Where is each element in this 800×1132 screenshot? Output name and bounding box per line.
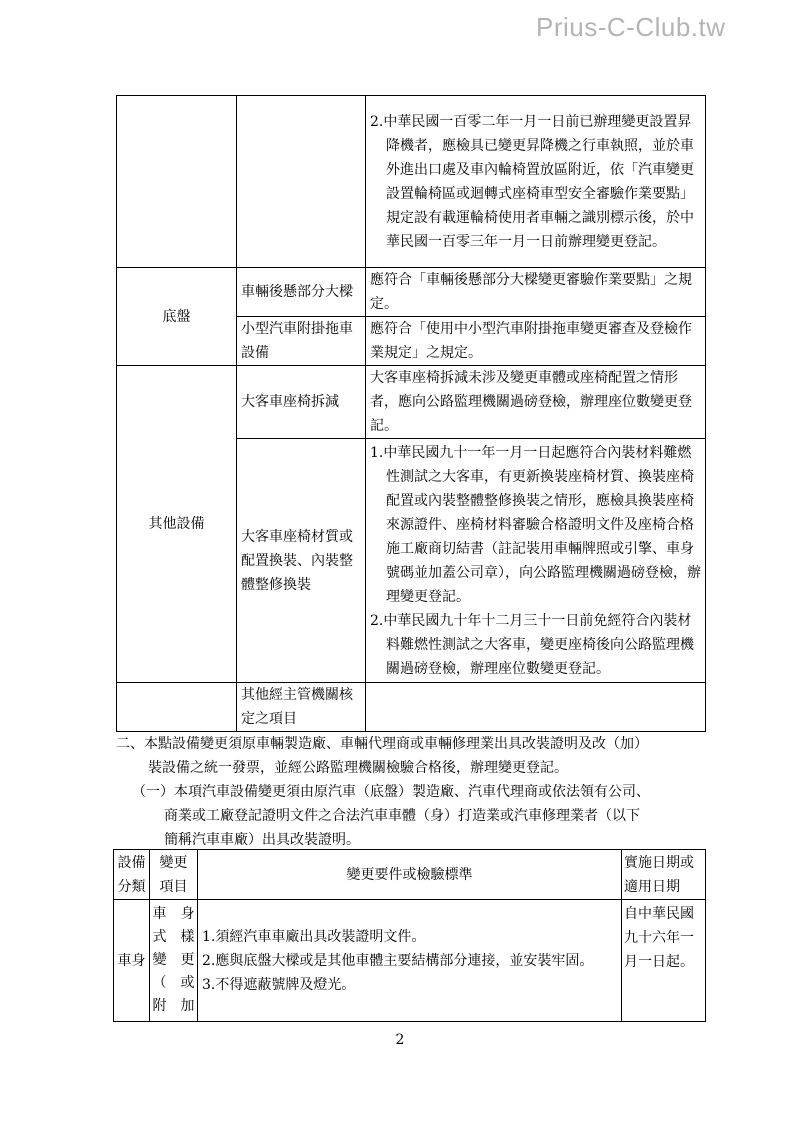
date-cell: 自中華民國九十六年一月一日起。 xyxy=(622,900,706,1022)
requirement-cell xyxy=(366,96,706,268)
header-date xyxy=(622,850,706,900)
requirement-item: 3.不得遮蔽號牌及燈光。 xyxy=(202,976,356,993)
table-row xyxy=(117,96,706,268)
item-cell: 其他經主管機關核定之項目 xyxy=(237,683,366,732)
requirement-cell xyxy=(366,439,706,683)
regulation-table-continued xyxy=(116,95,706,732)
category-cell: 車身 xyxy=(114,900,150,1022)
item-cell: 車輛後懸部分大樑 xyxy=(237,268,366,317)
item-cell xyxy=(150,900,198,1022)
header-item xyxy=(150,850,198,900)
header-category xyxy=(114,850,150,900)
item-line: 變 更 xyxy=(152,952,195,968)
table-row xyxy=(114,900,706,1022)
item-line: 附 加 xyxy=(152,998,195,1014)
header-text: 設備 xyxy=(117,854,146,871)
item-cell: 大客車座椅拆減 xyxy=(237,366,366,439)
item-line: 車 身 xyxy=(152,906,195,922)
requirement-cell: 大客車座椅拆減未涉及變更車體或座椅配置之情形者，應向公路監理機關過磅登檢，辦理座位數變更登記。 xyxy=(366,366,706,439)
table-header-row xyxy=(114,850,706,900)
item-cell: 小型汽車附掛拖車設備 xyxy=(237,317,366,366)
page-number: 2 xyxy=(395,1032,405,1048)
requirement-cell: 應符合「車輛後懸部分大樑變更審驗作業要點」之規定。 xyxy=(366,268,706,317)
header-text: 實施日期或 xyxy=(624,854,694,871)
table-row xyxy=(117,683,706,732)
header-text: 適用日期 xyxy=(624,878,680,895)
table-row xyxy=(117,268,706,317)
requirement-item: 2.中華民國九十年十二月三十一日前免經符合內裝材料難燃性測試之大客車，變更座椅後向公路監理機關過磅登檢，辦理座位數變更登記。 xyxy=(370,612,694,677)
header-requirement: 變更要件或檢驗標準 xyxy=(198,850,622,900)
category-cell-empty xyxy=(117,683,237,732)
category-cell-other: 其他設備 xyxy=(117,366,237,683)
requirement-item: 1.中華民國九十一年一月一日起應符合內裝材料難燃性測試之大客車，有更新換裝座椅材質、換裝座椅配置或內裝整體整修換裝之情形，應檢具換裝座椅來源證件、座椅材料審驗合格證明文件及座椅合格施工廠商切結書（註記裝用車輛牌照或引擎、車身號碼並加蓋公司章），向公路監理機關過磅登檢，辦理變更登記。 xyxy=(370,444,701,605)
header-text: 分類 xyxy=(117,878,146,895)
category-cell-chassis: 底盤 xyxy=(117,268,237,366)
requirement-item: 2.應與底盤大樑或是其他車體主要結構部分連接，並安裝牢固。 xyxy=(202,952,594,969)
requirement-cell-empty xyxy=(366,683,706,732)
table-row xyxy=(117,366,706,439)
watermark-text: Prius-C-Club.tw xyxy=(536,12,726,42)
header-text: 變更 xyxy=(159,854,188,871)
requirement-item: 1.須經汽車車廠出具改裝證明文件。 xyxy=(202,928,426,945)
paragraph-line: 二、本點設備變更須原車輛製造廠、車輛代理商或車輛修理業出具改裝證明及改（加） xyxy=(116,736,648,752)
item-line: （ 或 xyxy=(152,975,195,991)
requirement-cell: 應符合「使用中小型汽車附掛拖車變更審查及登檢作業規定」之規定。 xyxy=(366,317,706,366)
paragraph-line: 商業或工廠登記證明文件之合法汽車車體（身）打造業或汽車修理業者（以下 xyxy=(164,808,640,824)
requirement-cell xyxy=(198,900,622,1022)
vehicle-body-change-table xyxy=(113,849,706,1022)
paragraph-line: 裝設備之統一發票，並經公路監理機關檢驗合格後，辦理變更登記。 xyxy=(148,760,568,776)
paragraph-line: （一）本項汽車設備變更須由原汽車（底盤）製造廠、汽車代理商或依法領有公司、 xyxy=(132,784,650,800)
item-cell-empty xyxy=(237,96,366,268)
header-text: 項目 xyxy=(159,878,188,895)
item-cell: 大客車座椅材質或配置換裝、內裝整體整修換裝 xyxy=(237,439,366,683)
item-line: 式 樣 xyxy=(152,929,195,945)
paragraph-line: 簡稱汽車車廠）出具改裝證明。 xyxy=(164,832,360,848)
category-cell-empty xyxy=(117,96,237,268)
requirement-text: 2.中華民國一百零二年一月一日前已辦理變更設置昇降機者，應檢具已變更昇降機之行車執照，並於車外進出口處及車內輪椅置放區附近，依「汽車變更設置輪椅區或迴轉式座椅車型安全審驗作業要點」規定設有載運輪椅使用者車輛之識別標示後，於中華民國一百零三年一月一日前辦理變更登記。 xyxy=(370,113,694,250)
